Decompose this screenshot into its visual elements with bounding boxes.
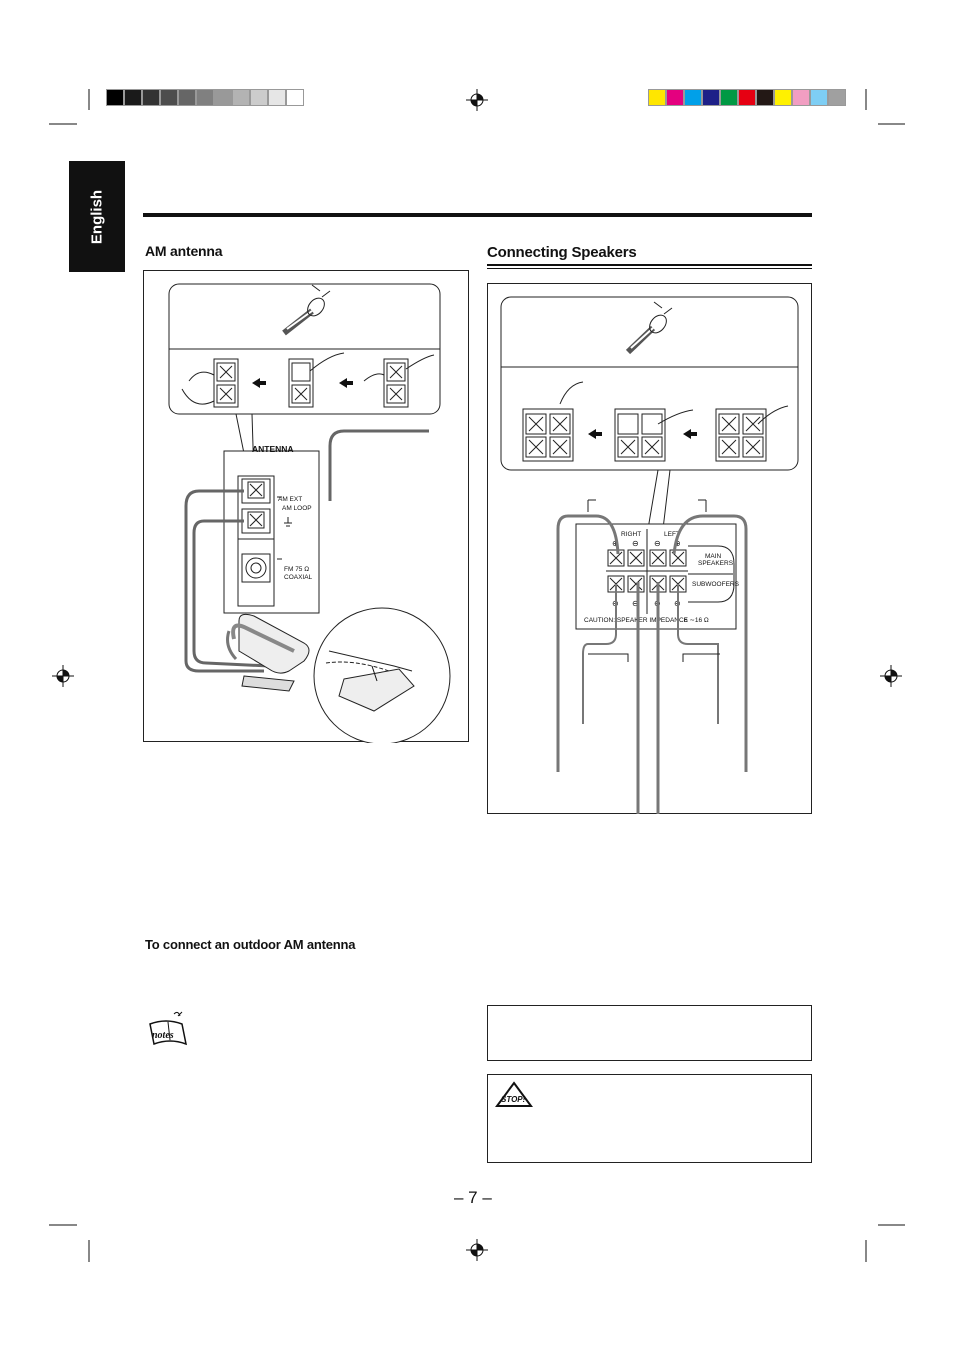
speaker-note-box (487, 1005, 812, 1061)
stop-icon (494, 1081, 534, 1109)
svg-text:⊕: ⊕ (612, 539, 619, 548)
svg-text:⊕: ⊕ (674, 599, 681, 608)
caution-label: CAUTION: SPEAKER IMPEDANCE (584, 617, 689, 624)
page-number: – 7 – (454, 1188, 492, 1207)
main-speakers-label-1: MAIN (705, 553, 722, 560)
speakers-heading-rule-thin (487, 268, 812, 269)
stop-label: STOP! (501, 1095, 526, 1104)
am-ext-label: AM EXT (278, 496, 303, 503)
right-label: RIGHT (621, 531, 642, 538)
left-label: LEFT (664, 531, 680, 538)
language-tab (69, 161, 125, 272)
connecting-speakers-heading: Connecting Speakers (487, 244, 637, 261)
am-antenna-diagram (144, 271, 470, 743)
speakers-heading-rule (487, 264, 812, 266)
main-speakers-label-2: SPEAKERS (698, 560, 734, 567)
notes-icon (146, 1010, 192, 1052)
svg-text:notes: notes (152, 1030, 174, 1041)
speaker-diagram (488, 284, 813, 815)
impedance-value: 6 ∼16 Ω (684, 617, 709, 624)
subwoofers-label: SUBWOOFERS (692, 581, 739, 588)
outdoor-antenna-heading: To connect an outdoor AM antenna (145, 937, 356, 952)
loop-antenna-icon (228, 614, 309, 691)
svg-text:⊖: ⊖ (632, 539, 639, 548)
top-rule (143, 213, 812, 217)
antenna-label: ANTENNA (252, 444, 294, 454)
coaxial-label: COAXIAL (284, 574, 313, 581)
svg-text:⊖: ⊖ (654, 539, 661, 548)
fm-label: FM 75 Ω (284, 566, 310, 573)
svg-text:⊖: ⊖ (654, 599, 661, 608)
svg-text:⊖: ⊖ (632, 599, 639, 608)
am-antenna-heading: AM antenna (145, 243, 223, 259)
language-tab-label: English (88, 189, 106, 244)
stop-warning-box (487, 1074, 812, 1163)
rear-panel (224, 451, 319, 613)
speakers-figure (487, 283, 812, 814)
svg-text:⊕: ⊕ (612, 599, 619, 608)
svg-text:⊕: ⊕ (674, 539, 681, 548)
am-antenna-figure (143, 270, 469, 742)
am-loop-label: AM LOOP (282, 505, 312, 512)
